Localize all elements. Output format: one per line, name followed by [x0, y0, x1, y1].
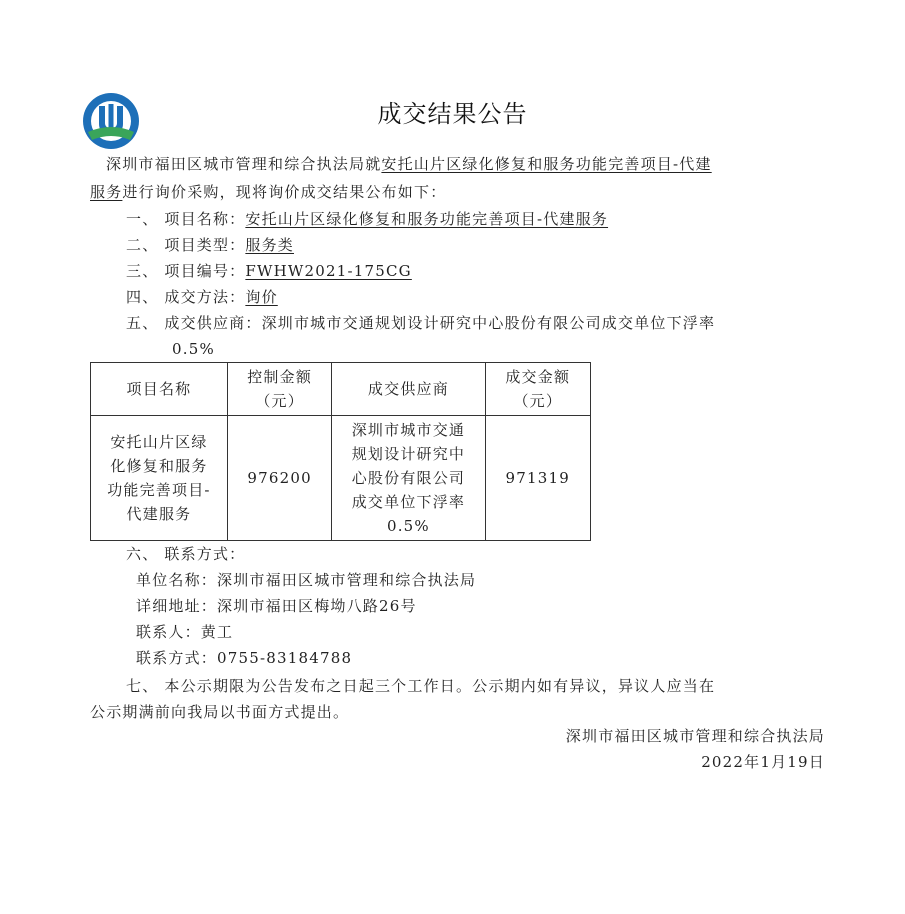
method-label: 四、 成交方法： [126, 288, 246, 306]
cell-project-name [91, 416, 228, 541]
intro-line-2 [90, 180, 446, 204]
project-name-value: 安托山片区绿化修复和服务功能完善项目-代建服务 [245, 210, 609, 228]
intro-suffix: 进行询价采购，现将询价成交结果公布如下： [122, 183, 447, 201]
contact-heading: 六、 联系方式： [126, 545, 246, 563]
cell-deal-amount: 971319 [485, 416, 591, 541]
result-table [90, 362, 591, 541]
contact-unit: 单位名称：深圳市福田区城市管理和综合执法局 [136, 571, 477, 589]
item-project-code [126, 259, 412, 283]
method-value: 询价 [245, 288, 278, 306]
cell-line: 心股份有限公司 [351, 469, 466, 487]
project-code-label: 三、 项目编号： [126, 262, 246, 280]
footer-date: 2022年1月19日 [701, 753, 825, 771]
footer-issuer: 深圳市福田区城市管理和综合执法局 [565, 727, 825, 745]
item-supplier-line-1: 五、 成交供应商：深圳市城市交通规划设计研究中心股份有限公司成交单位下浮率 [126, 314, 716, 332]
cell-supplier [332, 416, 485, 541]
intro-project-part1: 安托山片区绿化修复和服务功能完善项目-代建 [381, 155, 712, 173]
cell-line: 深圳市城市交通 [351, 421, 466, 439]
table-header-row [91, 363, 591, 416]
cell-line: 化修复和服务 [110, 457, 208, 475]
contact-address: 详细地址：深圳市福田区梅坳八路26号 [136, 597, 417, 615]
item-project-name [126, 207, 608, 231]
project-type-label: 二、 项目类型： [126, 236, 246, 254]
header-line: （元） [255, 392, 304, 410]
notice-line-2: 公示期满前向我局以书面方式提出。 [90, 703, 350, 721]
header-line: 成交金额 [505, 368, 571, 386]
project-code-value: FWHW2021-175CG [245, 262, 412, 280]
page-title: 成交结果公告 [377, 100, 528, 128]
intro-project-part2: 服务 [90, 183, 123, 201]
header-supplier [332, 363, 485, 416]
contact-person: 联系人：黄工 [136, 623, 234, 641]
cell-line: 0.5% [386, 517, 430, 535]
project-name-label: 一、 项目名称： [126, 210, 246, 228]
cell-line: 代建服务 [126, 505, 192, 523]
header-control-amount [227, 363, 331, 416]
header-project-name [91, 363, 228, 416]
intro-line-1 [106, 152, 712, 176]
intro-prefix: 深圳市福田区城市管理和综合执法局就 [106, 155, 382, 173]
table-row [91, 416, 591, 541]
header-deal-amount [485, 363, 591, 416]
contact-phone: 联系方式：0755-83184788 [136, 649, 353, 667]
item-supplier-line-2: 0.5% [172, 340, 215, 358]
item-project-type [126, 233, 294, 257]
notice-line-1: 七、 本公示期限为公告发布之日起三个工作日。公示期内如有异议，异议人应当在 [126, 677, 716, 695]
cell-line: 成交单位下浮率 [351, 493, 466, 511]
cell-control-amount: 976200 [227, 416, 331, 541]
header-line: 项目名称 [126, 380, 192, 398]
cell-line: 规划设计研究中 [351, 445, 466, 463]
cell-line: 功能完善项目- [107, 481, 211, 499]
cell-line: 安托山片区绿 [110, 433, 208, 451]
item-method [126, 285, 278, 309]
header-line: 控制金额 [247, 368, 313, 386]
header-line: 成交供应商 [367, 380, 449, 398]
header-line: （元） [513, 392, 563, 410]
project-type-value: 服务类 [245, 236, 294, 254]
